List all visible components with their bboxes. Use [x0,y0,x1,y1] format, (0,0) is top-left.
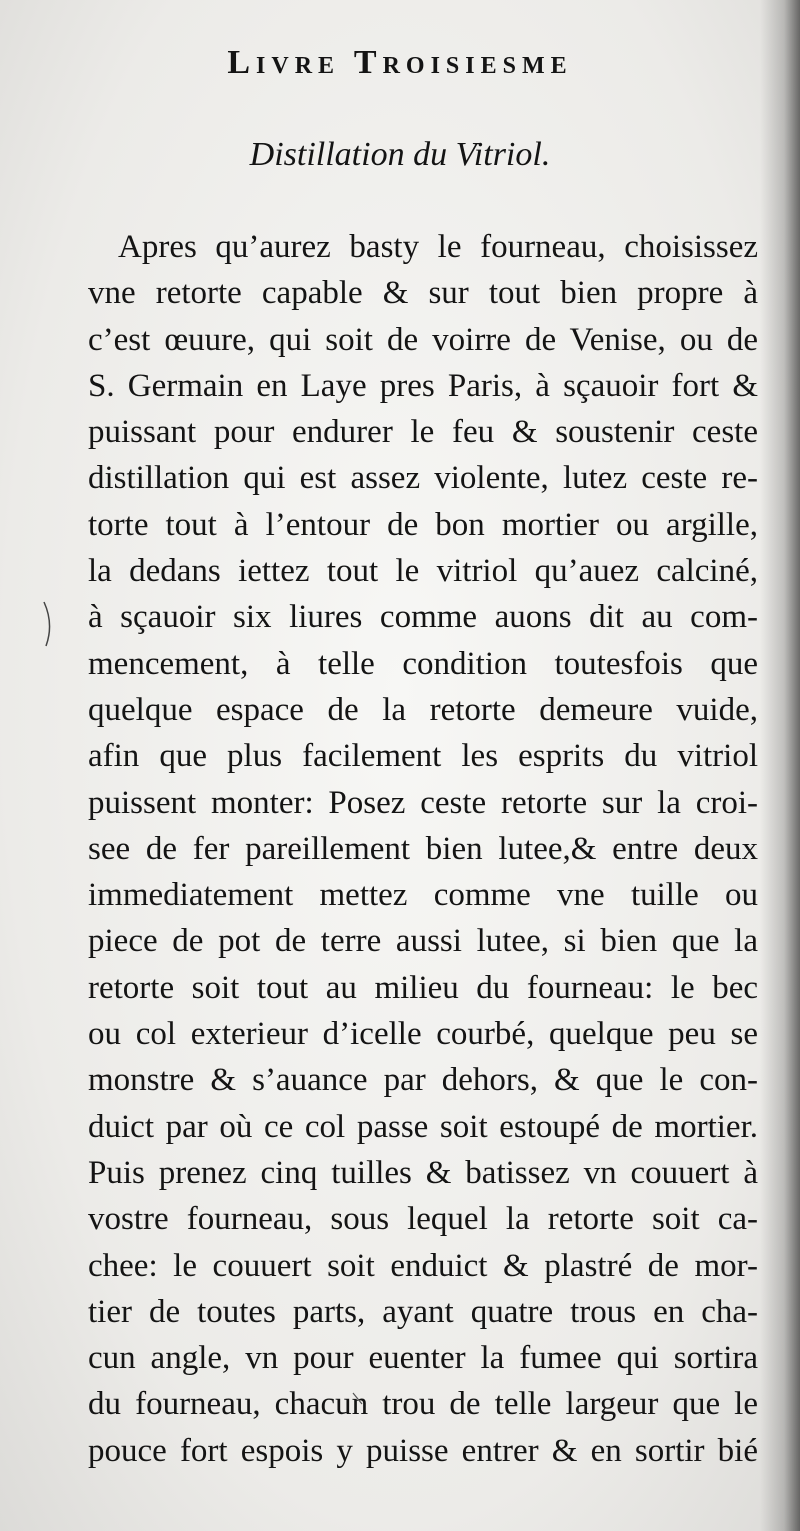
text-line: puissent monter: Posez ceste retorte sur la croi- [88,784,758,821]
text-line: vne retorte capable & sur tout bien propre à [88,275,758,312]
text-line: tier de toutes parts, ayant quatre trous en cha- [88,1293,758,1330]
text-line: Apres qu’aurez basty le fourneau, choisissez [118,229,758,265]
text-line: distillation qui est assez violente, lutez ceste re- [88,460,758,497]
text-line: ou col exterieur d’icelle courbé, quelque peu se [88,1016,758,1053]
running-header: Livre Troisiesme [227,44,573,81]
section-title: Distillation du Vitriol. [249,136,551,173]
text-line: duict par où ce col passe soit estoupé de mortier. [88,1108,758,1145]
text-line: S. Germain en Laye pres Paris, à sçauoir fort & [88,367,758,404]
body-text [88,224,758,1474]
text-line: c’est œuure, qui soit de voirre de Venise, ou de [88,321,758,358]
text-line: à sçauoir six liures comme auons dit au com- [88,599,758,636]
text-line: puissant pour endurer le feu & soustenir ceste [88,414,758,451]
text-line: immediatement mettez comme vne tuille ou [88,877,758,914]
text-line: piece de pot de terre aussi lutee, si bien que la [88,923,758,960]
text-line: Puis prenez cinq tuilles & batissez vn couuert à [88,1154,758,1191]
text-line: vostre fourneau, sous lequel la retorte soit ca- [88,1201,758,1238]
text-line: du fourneau, chacun trou de telle largeur que le [88,1386,758,1423]
text-line: monstre & s’auance par dehors, & que le con- [88,1062,758,1099]
text-line: pouce fort espois y puisse entrer & en sortir bié [88,1432,758,1469]
text-line: la dedans iettez tout le vitriol qu’auez calciné, [88,553,758,590]
text-line: chee: le couuert soit enduict & plastré de mor- [88,1247,758,1284]
text-line: retorte soit tout au milieu du fourneau: le bec [88,969,758,1006]
stray-mark [350,1390,370,1410]
text-line: mencement, à telle condition toutesfois que [88,645,758,682]
margin-mark [40,600,60,650]
text-line: torte tout à l’entour de bon mortier ou argille, [88,506,758,543]
text-line: cun angle, vn pour euenter la fumee qui sortira [88,1340,758,1377]
page-edge-shadow [760,0,800,1531]
text-line: afin que plus facilement les esprits du vitriol [88,738,758,775]
text-line: see de fer pareillement bien lutee,& entre deux [88,830,758,867]
text-line: quelque espace de la retorte demeure vuide, [88,691,758,728]
